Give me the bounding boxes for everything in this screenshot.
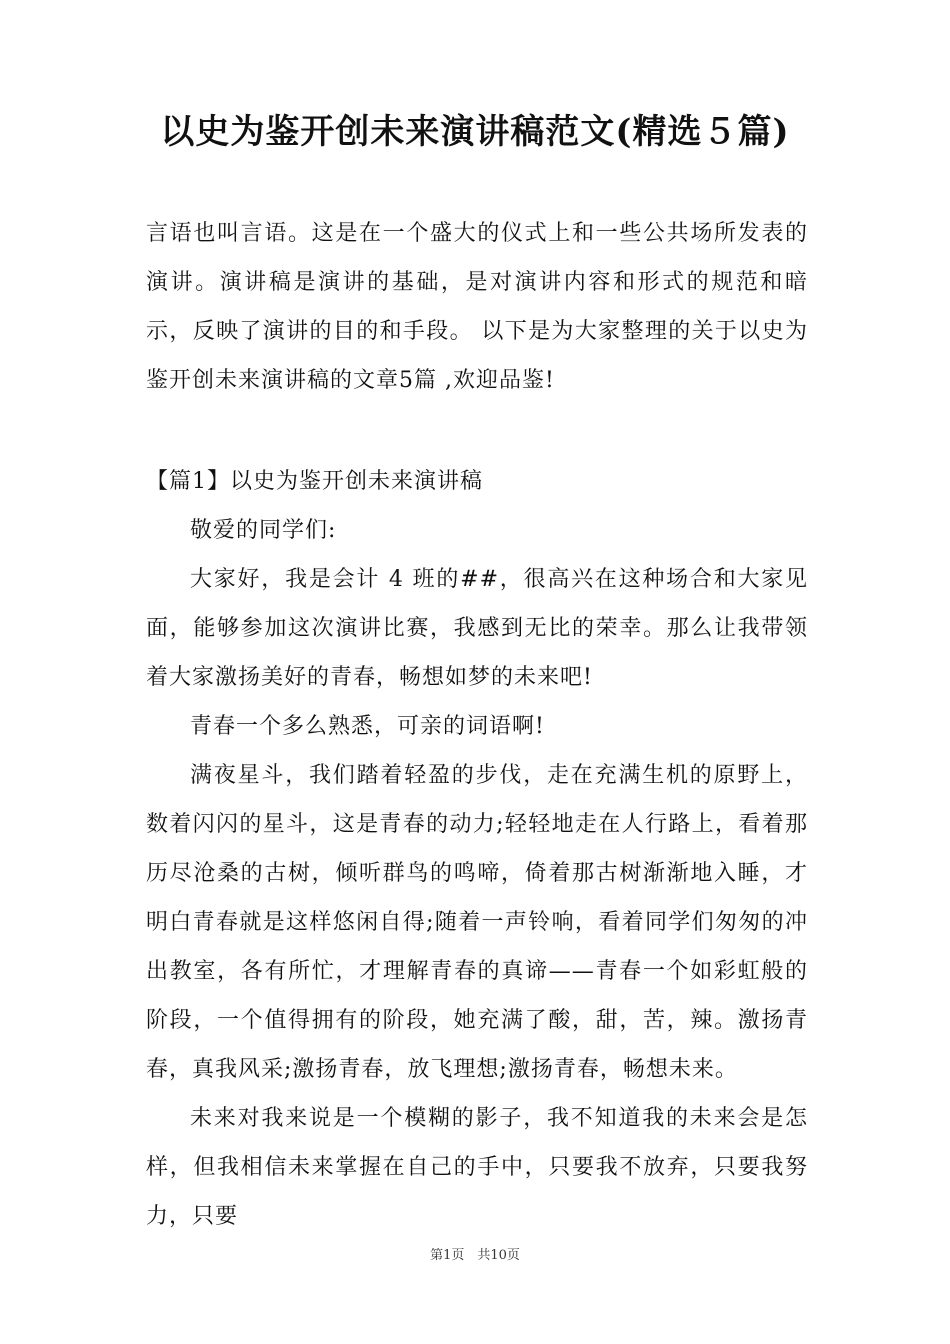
paragraph: 未来对我来说是一个模糊的影子，我不知道我的未来会是怎样，但我相信未来掌握在自己的手中，只要我不放弃，只要我努力，只要	[146, 1106, 808, 1229]
document-title: 以史为鉴开创未来演讲稿范文(精选５篇)	[160, 112, 790, 152]
intro-paragraph: 言语也叫言语。这是在一个盛大的仪式上和一些公共场所发表的演讲。演讲稿是演讲的基础，是对演讲内容和形式的规范和暗示，反映了演讲的目的和手段。 以下是为大家整理的关于以史为鉴开创未来演讲稿的文章5篇 ,欢迎品鉴!	[146, 221, 808, 393]
section-heading: 【篇1】以史为鉴开创未来演讲稿	[146, 469, 483, 494]
paragraph: 满夜星斗，我们踏着轻盈的步伐，走在充满生机的原野上，数着闪闪的星斗，这是青春的动力;轻轻地走在人行路上，看着那历尽沧桑的古树，倾听群鸟的鸣啼，倚着那古树渐渐地入睡，才明白青春就是这样悠闲自得;随着一声铃响，看着同学们匆匆的冲出教室，各有所忙，才理解青春的真谛——青春一个如彩虹般的阶段，一个值得拥有的阶段，她充满了酸，甜，苦，辣。激扬青春，真我风采;激扬青春，放飞理想;激扬青春，畅想未来。	[146, 763, 808, 1082]
paragraph: 大家好，我是会计 4 班的##，很高兴在这种场合和大家见面，能够参加这次演讲比赛，我感到无比的荣幸。那么让我带领着大家激扬美好的青春，畅想如梦的未来吧!	[146, 567, 808, 690]
page-number-footer: 第1页 共10页	[430, 1248, 520, 1263]
paragraph: 青春一个多么熟悉，可亲的词语啊!	[190, 714, 545, 739]
paragraph-greeting: 敬爱的同学们:	[190, 518, 337, 543]
section-1	[146, 457, 808, 1241]
